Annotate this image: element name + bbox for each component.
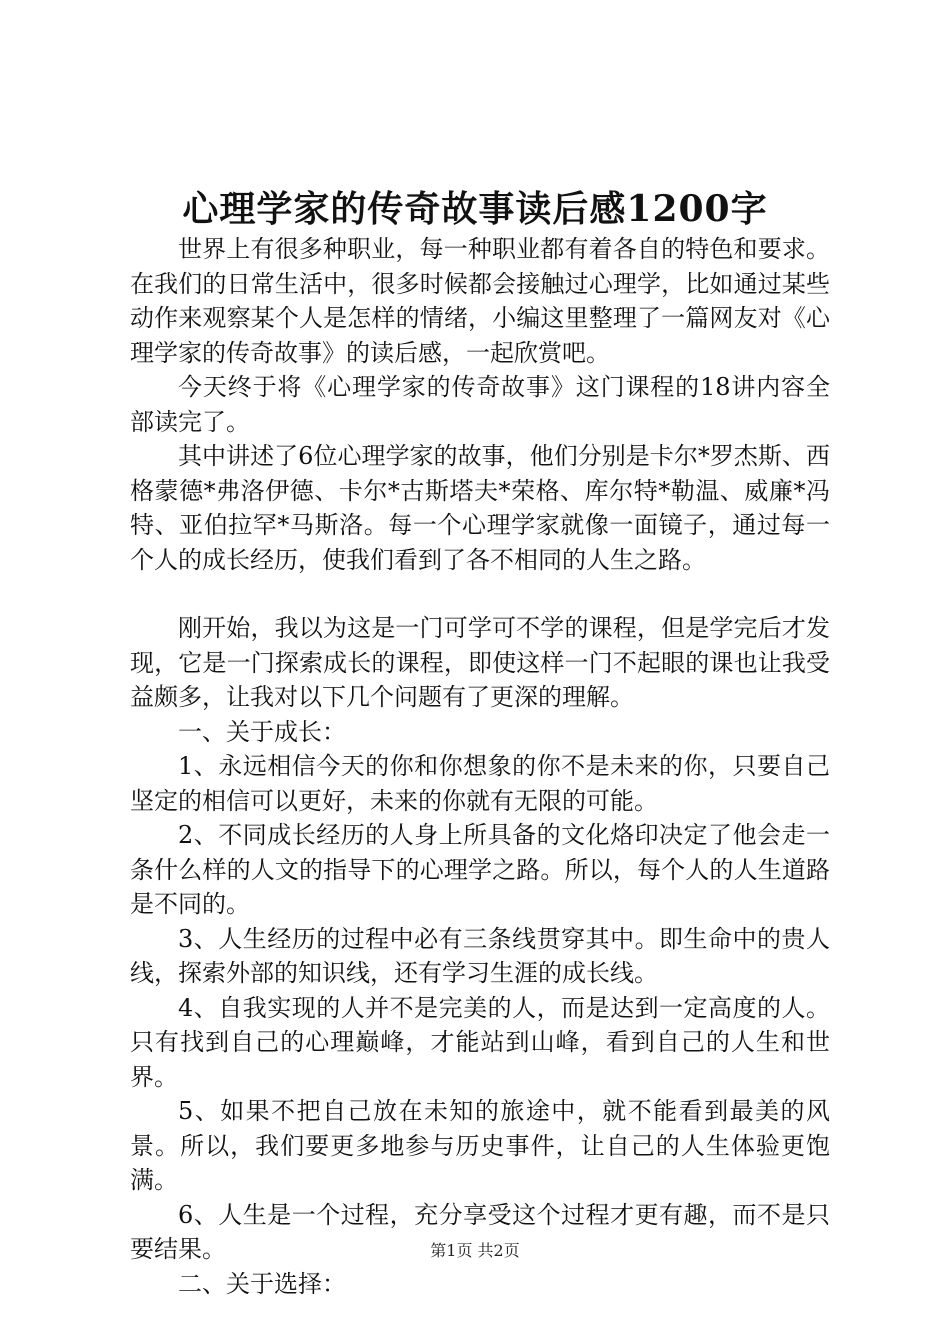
page-footer bbox=[0, 1240, 950, 1262]
list-item-growth-6: 6、人生是一个过程，充分享受这个过程才更有趣，而不是只要结果。 bbox=[130, 1200, 830, 1263]
page-total: 共2页 bbox=[477, 1241, 520, 1260]
list-item-growth-5: 5、如果不把自己放在未知的旅途中，就不能看到最美的风景。所以，我们要更多地参与历史事件，让自己的人生体验更饱满。 bbox=[130, 1097, 830, 1194]
list-item-growth-1: 1、永远相信今天的你和你想象的你不是未来的你，只要自己坚定的相信可以更好，未来的你就有无限的可能。 bbox=[130, 752, 830, 815]
list-item-growth-2: 2、不同成长经历的人身上所具备的文化烙印决定了他会走一条什么样的人文的指导下的心理学之路。所以，每个人的人生道路是不同的。 bbox=[130, 821, 830, 918]
section-heading-growth: 一、关于成长： bbox=[178, 717, 346, 746]
paragraph-intro: 世界上有很多种职业，每一种职业都有着各自的特色和要求。在我们的日常生活中，很多时候都会接触过心理学，比如通过某些动作来观察某个人是怎样的情绪，小编这里整理了一篇网友对《心理学家的传奇故事》的读后感，一起欣赏吧。 bbox=[130, 235, 830, 367]
page-number: 第1页 bbox=[430, 1241, 473, 1260]
section-heading-choice: 二、关于选择： bbox=[178, 1269, 346, 1298]
paragraph-finished-course: 今天终于将《心理学家的传奇故事》这门课程的18讲内容全部读完了。 bbox=[130, 373, 830, 436]
document-title: 心理学家的传奇故事读后感1200字 bbox=[182, 188, 768, 230]
paragraph-psychologists: 其中讲述了6位心理学家的故事，他们分别是卡尔*罗杰斯、西格蒙德*弗洛伊德、卡尔*古斯塔夫*荣格、库尔特*勒温、威廉*冯特、亚伯拉罕*马斯洛。每一个心理学家就像一面镜子，通过每一个人的成长经历，使我们看到了各不相同的人生之路。 bbox=[130, 442, 830, 574]
document-body bbox=[130, 232, 830, 1301]
list-item-growth-3: 3、人生经历的过程中必有三条线贯穿其中。即生命中的贵人线，探索外部的知识线，还有学习生涯的成长线。 bbox=[130, 924, 830, 987]
paragraph-first-impression: 刚开始，我以为这是一门可学可不学的课程，但是学完后才发现，它是一门探索成长的课程，即使这样一门不起眼的课也让我受益颇多，让我对以下几个问题有了更深的理解。 bbox=[130, 614, 830, 711]
list-item-growth-4: 4、自我实现的人并不是完美的人，而是达到一定高度的人。只有找到自己的心理巅峰，才能站到山峰，看到自己的人生和世界。 bbox=[130, 993, 830, 1091]
